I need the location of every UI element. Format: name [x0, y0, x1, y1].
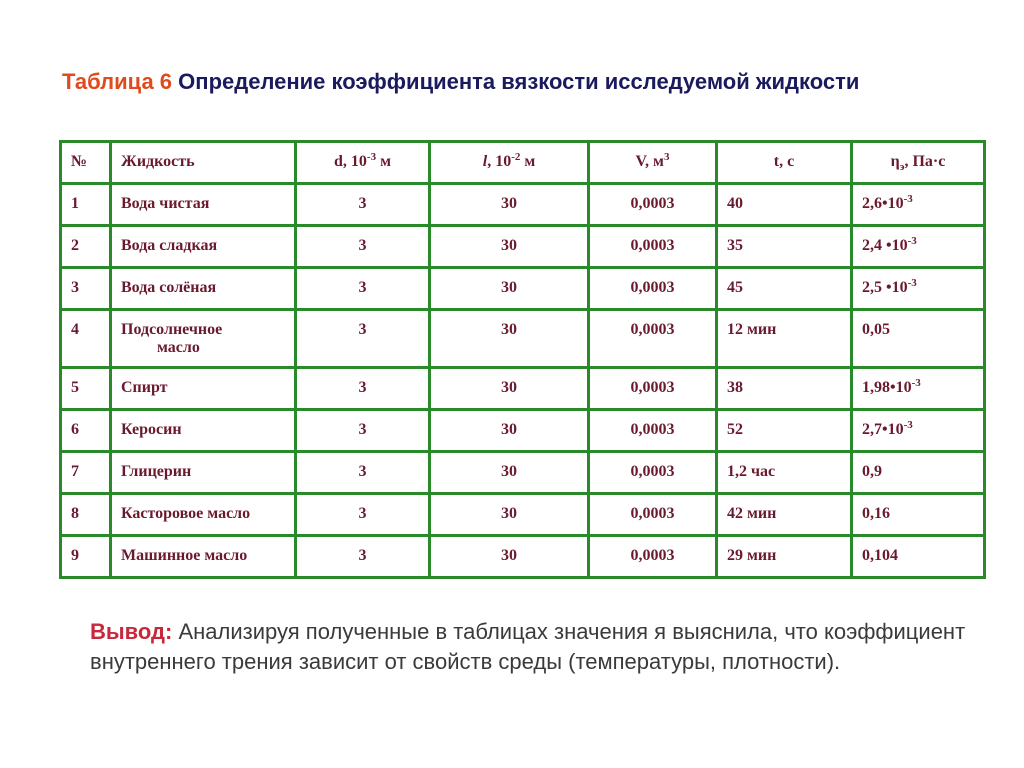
- cell-d: 3: [296, 410, 430, 452]
- cell-num: 4: [61, 310, 111, 368]
- cell-liquid: Вода чистая: [111, 184, 296, 226]
- cell-eta-exp: -3: [907, 277, 917, 289]
- cell-eta: [852, 494, 985, 536]
- cell-eta-value: 1,98•10: [862, 379, 912, 396]
- conclusion-label: Вывод:: [90, 619, 173, 644]
- cell-l: 30: [430, 226, 589, 268]
- cell-eta: [852, 184, 985, 226]
- cell-liquid-line2: масло: [157, 339, 200, 356]
- cell-t: 42 мин: [717, 494, 852, 536]
- cell-v: 0,0003: [589, 536, 717, 578]
- cell-d: 3: [296, 268, 430, 310]
- cell-eta-exp: -3: [911, 377, 921, 389]
- cell-d: 3: [296, 536, 430, 578]
- cell-eta: [852, 410, 985, 452]
- table-number: Таблица 6: [62, 69, 173, 94]
- cell-d: 3: [296, 368, 430, 410]
- cell-l: 30: [430, 368, 589, 410]
- header-l-exp: -2: [511, 151, 521, 163]
- header-l-symbol: l: [482, 153, 488, 170]
- cell-eta: [852, 452, 985, 494]
- cell-eta-value: 0,05: [862, 321, 890, 338]
- cell-eta-value: 2,4 •10: [862, 237, 908, 254]
- cell-eta: [852, 310, 985, 368]
- table-row: [61, 494, 985, 536]
- header-eta-sub: э: [899, 161, 905, 173]
- cell-liquid: Глицерин: [111, 452, 296, 494]
- header-eta-unit: , Па·с: [904, 153, 946, 170]
- cell-v: 0,0003: [589, 452, 717, 494]
- cell-liquid: [111, 310, 296, 368]
- cell-num: 3: [61, 268, 111, 310]
- cell-v: 0,0003: [589, 310, 717, 368]
- cell-v: 0,0003: [589, 494, 717, 536]
- cell-liquid: Вода сладкая: [111, 226, 296, 268]
- header-d-label: d, 10: [334, 153, 367, 170]
- cell-liquid: Вода солёная: [111, 268, 296, 310]
- cell-eta-exp: -3: [903, 193, 913, 205]
- cell-d: 3: [296, 226, 430, 268]
- cell-d: 3: [296, 184, 430, 226]
- table-row: [61, 410, 985, 452]
- cell-eta-exp: -3: [907, 235, 917, 247]
- cell-num: 8: [61, 494, 111, 536]
- cell-liquid: Касторовое масло: [111, 494, 296, 536]
- header-l-label: , 10: [487, 153, 512, 170]
- cell-num: 1: [61, 184, 111, 226]
- table-header-row: [61, 142, 985, 184]
- cell-num: 7: [61, 452, 111, 494]
- table-row: [61, 310, 985, 368]
- cell-eta-value: 0,16: [862, 505, 890, 522]
- cell-v: 0,0003: [589, 368, 717, 410]
- table-row: [61, 368, 985, 410]
- cell-eta: [852, 536, 985, 578]
- header-eta: [852, 142, 985, 184]
- header-v: [589, 142, 717, 184]
- cell-l: 30: [430, 310, 589, 368]
- header-d-exp: -3: [366, 151, 377, 163]
- cell-eta: [852, 226, 985, 268]
- cell-t: 45: [717, 268, 852, 310]
- header-num: №: [61, 142, 111, 184]
- cell-d: 3: [296, 494, 430, 536]
- cell-t: 29 мин: [717, 536, 852, 578]
- viscosity-table: [59, 140, 986, 579]
- cell-t: 1,2 час: [717, 452, 852, 494]
- header-eta-label: η: [890, 153, 900, 170]
- cell-d: 3: [296, 452, 430, 494]
- cell-l: 30: [430, 268, 589, 310]
- conclusion: [90, 617, 970, 677]
- cell-t: 40: [717, 184, 852, 226]
- conclusion-text: Анализируя полученные в таблицах значения я выяснила, что коэффициент внутреннего трения зависит от свойств среды (температуры, плотности).: [90, 619, 966, 674]
- header-l-unit: м: [520, 153, 536, 170]
- header-liquid: Жидкость: [111, 142, 296, 184]
- cell-eta-value: 0,9: [862, 463, 882, 480]
- cell-t: 35: [717, 226, 852, 268]
- cell-l: 30: [430, 452, 589, 494]
- cell-num: 6: [61, 410, 111, 452]
- cell-num: 2: [61, 226, 111, 268]
- cell-d: 3: [296, 310, 430, 368]
- cell-v: 0,0003: [589, 410, 717, 452]
- cell-num: 5: [61, 368, 111, 410]
- cell-eta-value: 2,6•10: [862, 195, 904, 212]
- table-caption: Определение коэффициента вязкости исследуемой жидкости: [178, 69, 860, 94]
- cell-l: 30: [430, 536, 589, 578]
- table-row: [61, 268, 985, 310]
- cell-num: 9: [61, 536, 111, 578]
- header-t: t, с: [717, 142, 852, 184]
- table-row: [61, 226, 985, 268]
- cell-v: 0,0003: [589, 268, 717, 310]
- cell-liquid-line1: Подсолнечное: [121, 321, 223, 338]
- cell-liquid: Спирт: [111, 368, 296, 410]
- header-l: [430, 142, 589, 184]
- header-v-label: V, м: [635, 153, 664, 170]
- table-row: [61, 184, 985, 226]
- cell-eta-value: 2,7•10: [862, 421, 904, 438]
- header-v-exp: 3: [663, 151, 670, 163]
- cell-liquid: Машинное масло: [111, 536, 296, 578]
- cell-liquid: Керосин: [111, 410, 296, 452]
- cell-eta: [852, 268, 985, 310]
- cell-v: 0,0003: [589, 184, 717, 226]
- table-row: [61, 536, 985, 578]
- cell-t: 12 мин: [717, 310, 852, 368]
- header-d-unit: м: [376, 153, 391, 170]
- header-d: [296, 142, 430, 184]
- cell-l: 30: [430, 494, 589, 536]
- page-title: [62, 67, 962, 96]
- cell-eta-value: 2,5 •10: [862, 279, 908, 296]
- cell-l: 30: [430, 410, 589, 452]
- cell-l: 30: [430, 184, 589, 226]
- cell-eta: [852, 368, 985, 410]
- cell-t: 38: [717, 368, 852, 410]
- cell-eta-value: 0,104: [862, 547, 898, 564]
- cell-t: 52: [717, 410, 852, 452]
- cell-eta-exp: -3: [903, 419, 913, 431]
- cell-v: 0,0003: [589, 226, 717, 268]
- table-row: [61, 452, 985, 494]
